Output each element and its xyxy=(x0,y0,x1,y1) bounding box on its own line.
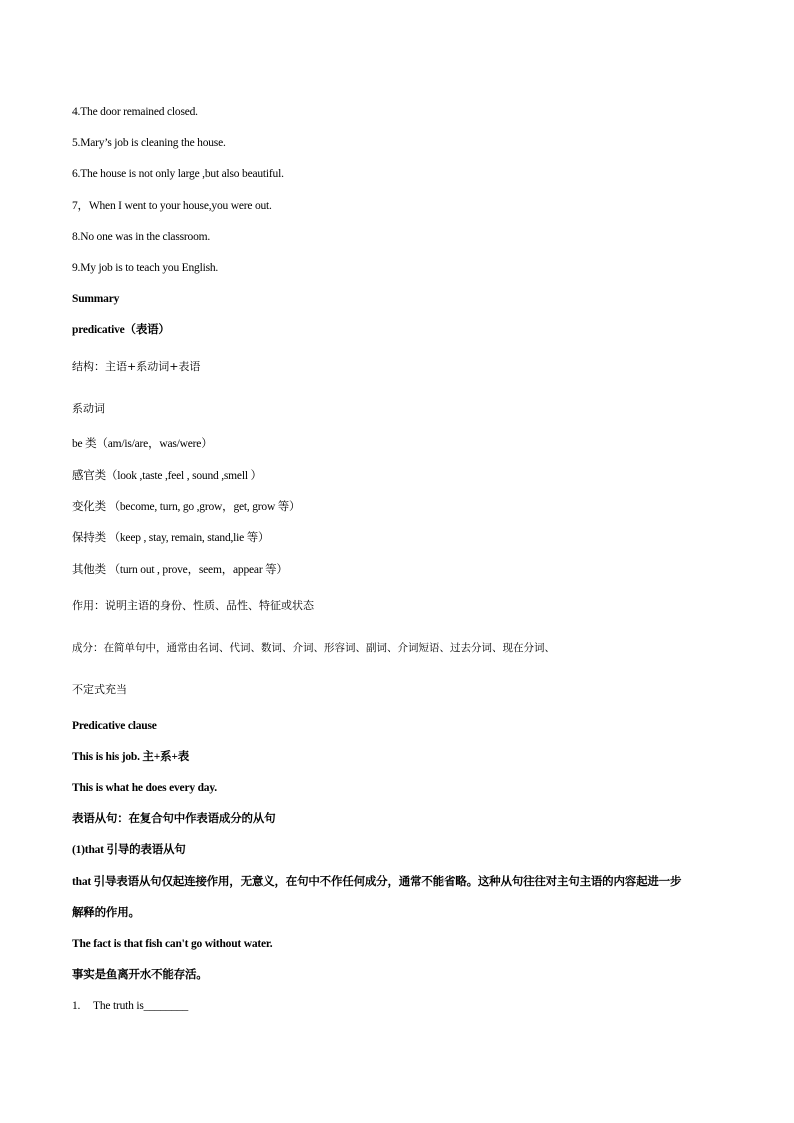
that-description-line-2: 解释的作用。 xyxy=(72,907,140,919)
that-clause-heading: (1)that 引导的表语从句 xyxy=(72,844,186,856)
example-sentence-4: 4.The door remained closed. xyxy=(72,106,198,118)
predicative-clause-heading: Predicative clause xyxy=(72,720,157,732)
structure-line: 结构：主语+系动词+表语 xyxy=(72,360,201,373)
example-sentence-7: 7，When I went to your house,you were out. xyxy=(72,200,272,212)
clause-example-1: This is his job. 主+系+表 xyxy=(72,751,190,763)
example-sentence-9: 9.My job is to teach you English. xyxy=(72,262,219,274)
predicative-heading: predicative（表语） xyxy=(72,324,170,336)
verb-class-keep: 保持类 （keep , stay, remain, stand,lie 等） xyxy=(72,532,270,544)
that-example-translation: 事实是鱼离开水不能存活。 xyxy=(72,969,208,981)
example-sentence-8: 8.No one was in the classroom. xyxy=(72,231,211,243)
example-sentence-6: 6.The house is not only large ,but also beautiful. xyxy=(72,168,284,180)
summary-heading: Summary xyxy=(72,293,120,305)
components-line-2: 不定式充当 xyxy=(72,683,127,696)
verb-class-be: be 类（am/is/are，was/were） xyxy=(72,438,213,450)
exercise-number: 1. xyxy=(72,1000,81,1012)
example-sentence-5: 5.Mary’s job is cleaning the house. xyxy=(72,137,226,149)
clause-example-2: This is what he does every day. xyxy=(72,782,217,794)
clause-definition: 表语从句：在复合句中作表语成分的从句 xyxy=(72,813,276,825)
components-line-1: 成分：在简单句中，通常由名词、代词、数词、介词、形容词、副词、介词短语、过去分词、现在分词、 xyxy=(72,642,555,654)
exercise-text: The truth is________ xyxy=(93,1000,189,1012)
that-example-sentence: The fact is that fish can't go without water. xyxy=(72,938,273,950)
that-description-line-1: that 引导表语从句仅起连接作用，无意义，在句中不作任何成分，通常不能省略。这种从句往往对主句主语的内容起进一步 xyxy=(72,876,682,888)
function-line: 作用：说明主语的身份、性质、品性、特征或状态 xyxy=(72,599,314,612)
linking-verbs-heading: 系动词 xyxy=(72,402,105,415)
exercise-item-1 xyxy=(72,999,188,1013)
verb-class-change: 变化类 （become, turn, go ,grow，get, grow 等） xyxy=(72,501,301,513)
verb-class-sense: 感官类（look ,taste ,feel , sound ,smell ） xyxy=(72,470,262,482)
verb-class-other: 其他类 （turn out , prove，seem，appear 等） xyxy=(72,564,288,576)
